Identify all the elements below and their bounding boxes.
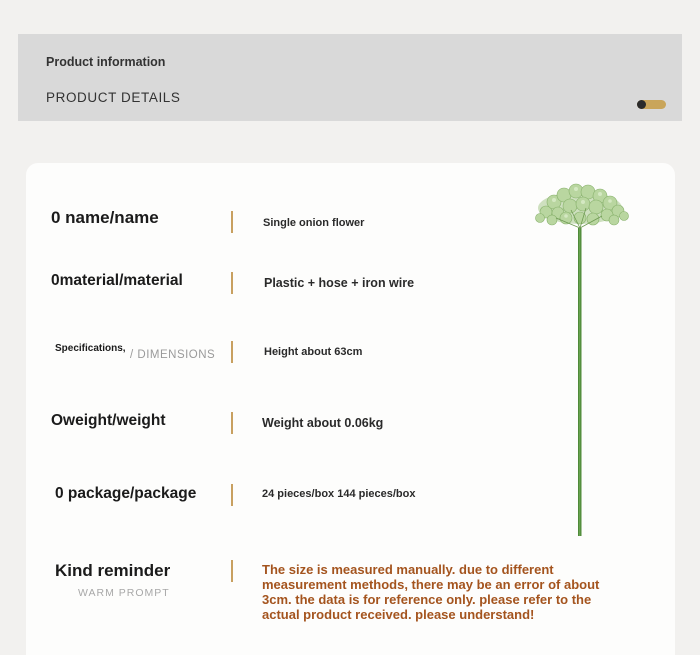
name-label: 0 name/name (51, 208, 159, 227)
header-banner (18, 34, 682, 121)
row-divider (231, 484, 233, 506)
row-divider (231, 272, 233, 294)
package-value: 24 pieces/box 144 pieces/box (262, 488, 416, 500)
row-divider (231, 341, 233, 363)
toggle-switch[interactable] (637, 100, 666, 109)
reminder-text: The size is measured manually. due to different measurement methods, there may be an error of about 3cm. the data is for reference only. please refer to the actual product received. please understand! (262, 562, 600, 622)
onion-flower-image (526, 178, 636, 543)
weight-label: Oweight/weight (51, 412, 166, 429)
toggle-knob (637, 100, 646, 109)
flower-head (536, 184, 629, 228)
name-value: Single onion flower (263, 217, 365, 229)
banner-subtitle: PRODUCT DETAILS (46, 90, 181, 105)
spec-sublabel: / DIMENSIONS (130, 349, 216, 361)
row-divider (231, 560, 233, 582)
material-label: 0material/material (51, 272, 183, 289)
row-divider (231, 211, 233, 233)
spec-label: Specifications, (55, 343, 126, 354)
material-value: Plastic + hose + iron wire (264, 276, 415, 290)
row-divider (231, 412, 233, 434)
spec-value: Height about 63cm (264, 346, 363, 358)
weight-value: Weight about 0.06kg (262, 416, 384, 430)
reminder-subtitle: WARM PROMPT (78, 587, 170, 599)
package-label: 0 package/package (55, 485, 197, 502)
reminder-title: Kind reminder (55, 561, 171, 580)
banner-title: Product information (46, 55, 166, 69)
details-card (26, 163, 675, 655)
